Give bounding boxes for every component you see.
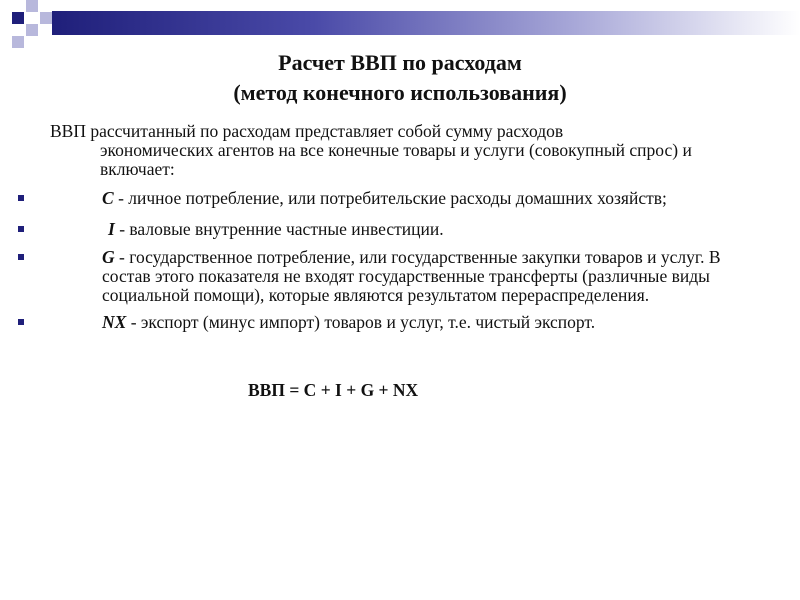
term-c: C xyxy=(102,188,114,208)
intro-paragraph xyxy=(18,122,748,179)
list-item-investment xyxy=(18,220,748,239)
slide-body xyxy=(18,122,748,332)
intro-first-line: ВВП рассчитанный по расходам представляет собой сумму расходов xyxy=(50,121,564,141)
title-line-1: Расчет ВВП по расходам xyxy=(278,50,522,75)
decor-square xyxy=(26,0,38,12)
slide-title xyxy=(0,48,800,108)
bullet-icon xyxy=(18,254,24,260)
list-item-consumption xyxy=(18,189,748,208)
item-text: - валовые внутренние частные инвестиции. xyxy=(114,219,444,239)
decor-square xyxy=(40,12,52,24)
item-text: - экспорт (минус импорт) товаров и услуг, т.е. чистый экспорт. xyxy=(126,312,596,332)
gdp-formula: ВВП = C + I + G + NX xyxy=(248,380,419,400)
decor-square xyxy=(12,36,24,48)
list-item-net-exports xyxy=(18,313,748,332)
item-text: - личное потребление, или потребительские расходы домашних хозяйств; xyxy=(113,188,667,208)
term-g: G xyxy=(102,247,115,267)
term-i: I xyxy=(108,219,115,239)
term-nx: NX xyxy=(102,312,127,332)
list-item-government xyxy=(18,248,748,305)
bullet-icon xyxy=(18,319,24,325)
header-gradient-bar xyxy=(52,11,800,35)
intro-rest: экономических агентов на все конечные товары и услуги (совокупный спрос) и включает: xyxy=(100,140,692,179)
item-text: - государственное потребление, или государственные закупки товаров и услуг. В состав этого показателя не входят государственные трансферты (различные виды социальной помощи), которые являются результатом перераспределения. xyxy=(102,247,721,305)
decor-square xyxy=(26,24,38,36)
title-line-2: (метод конечного использования) xyxy=(233,80,567,105)
bullet-icon xyxy=(18,226,24,232)
decor-square xyxy=(12,12,24,24)
bullet-icon xyxy=(18,195,24,201)
